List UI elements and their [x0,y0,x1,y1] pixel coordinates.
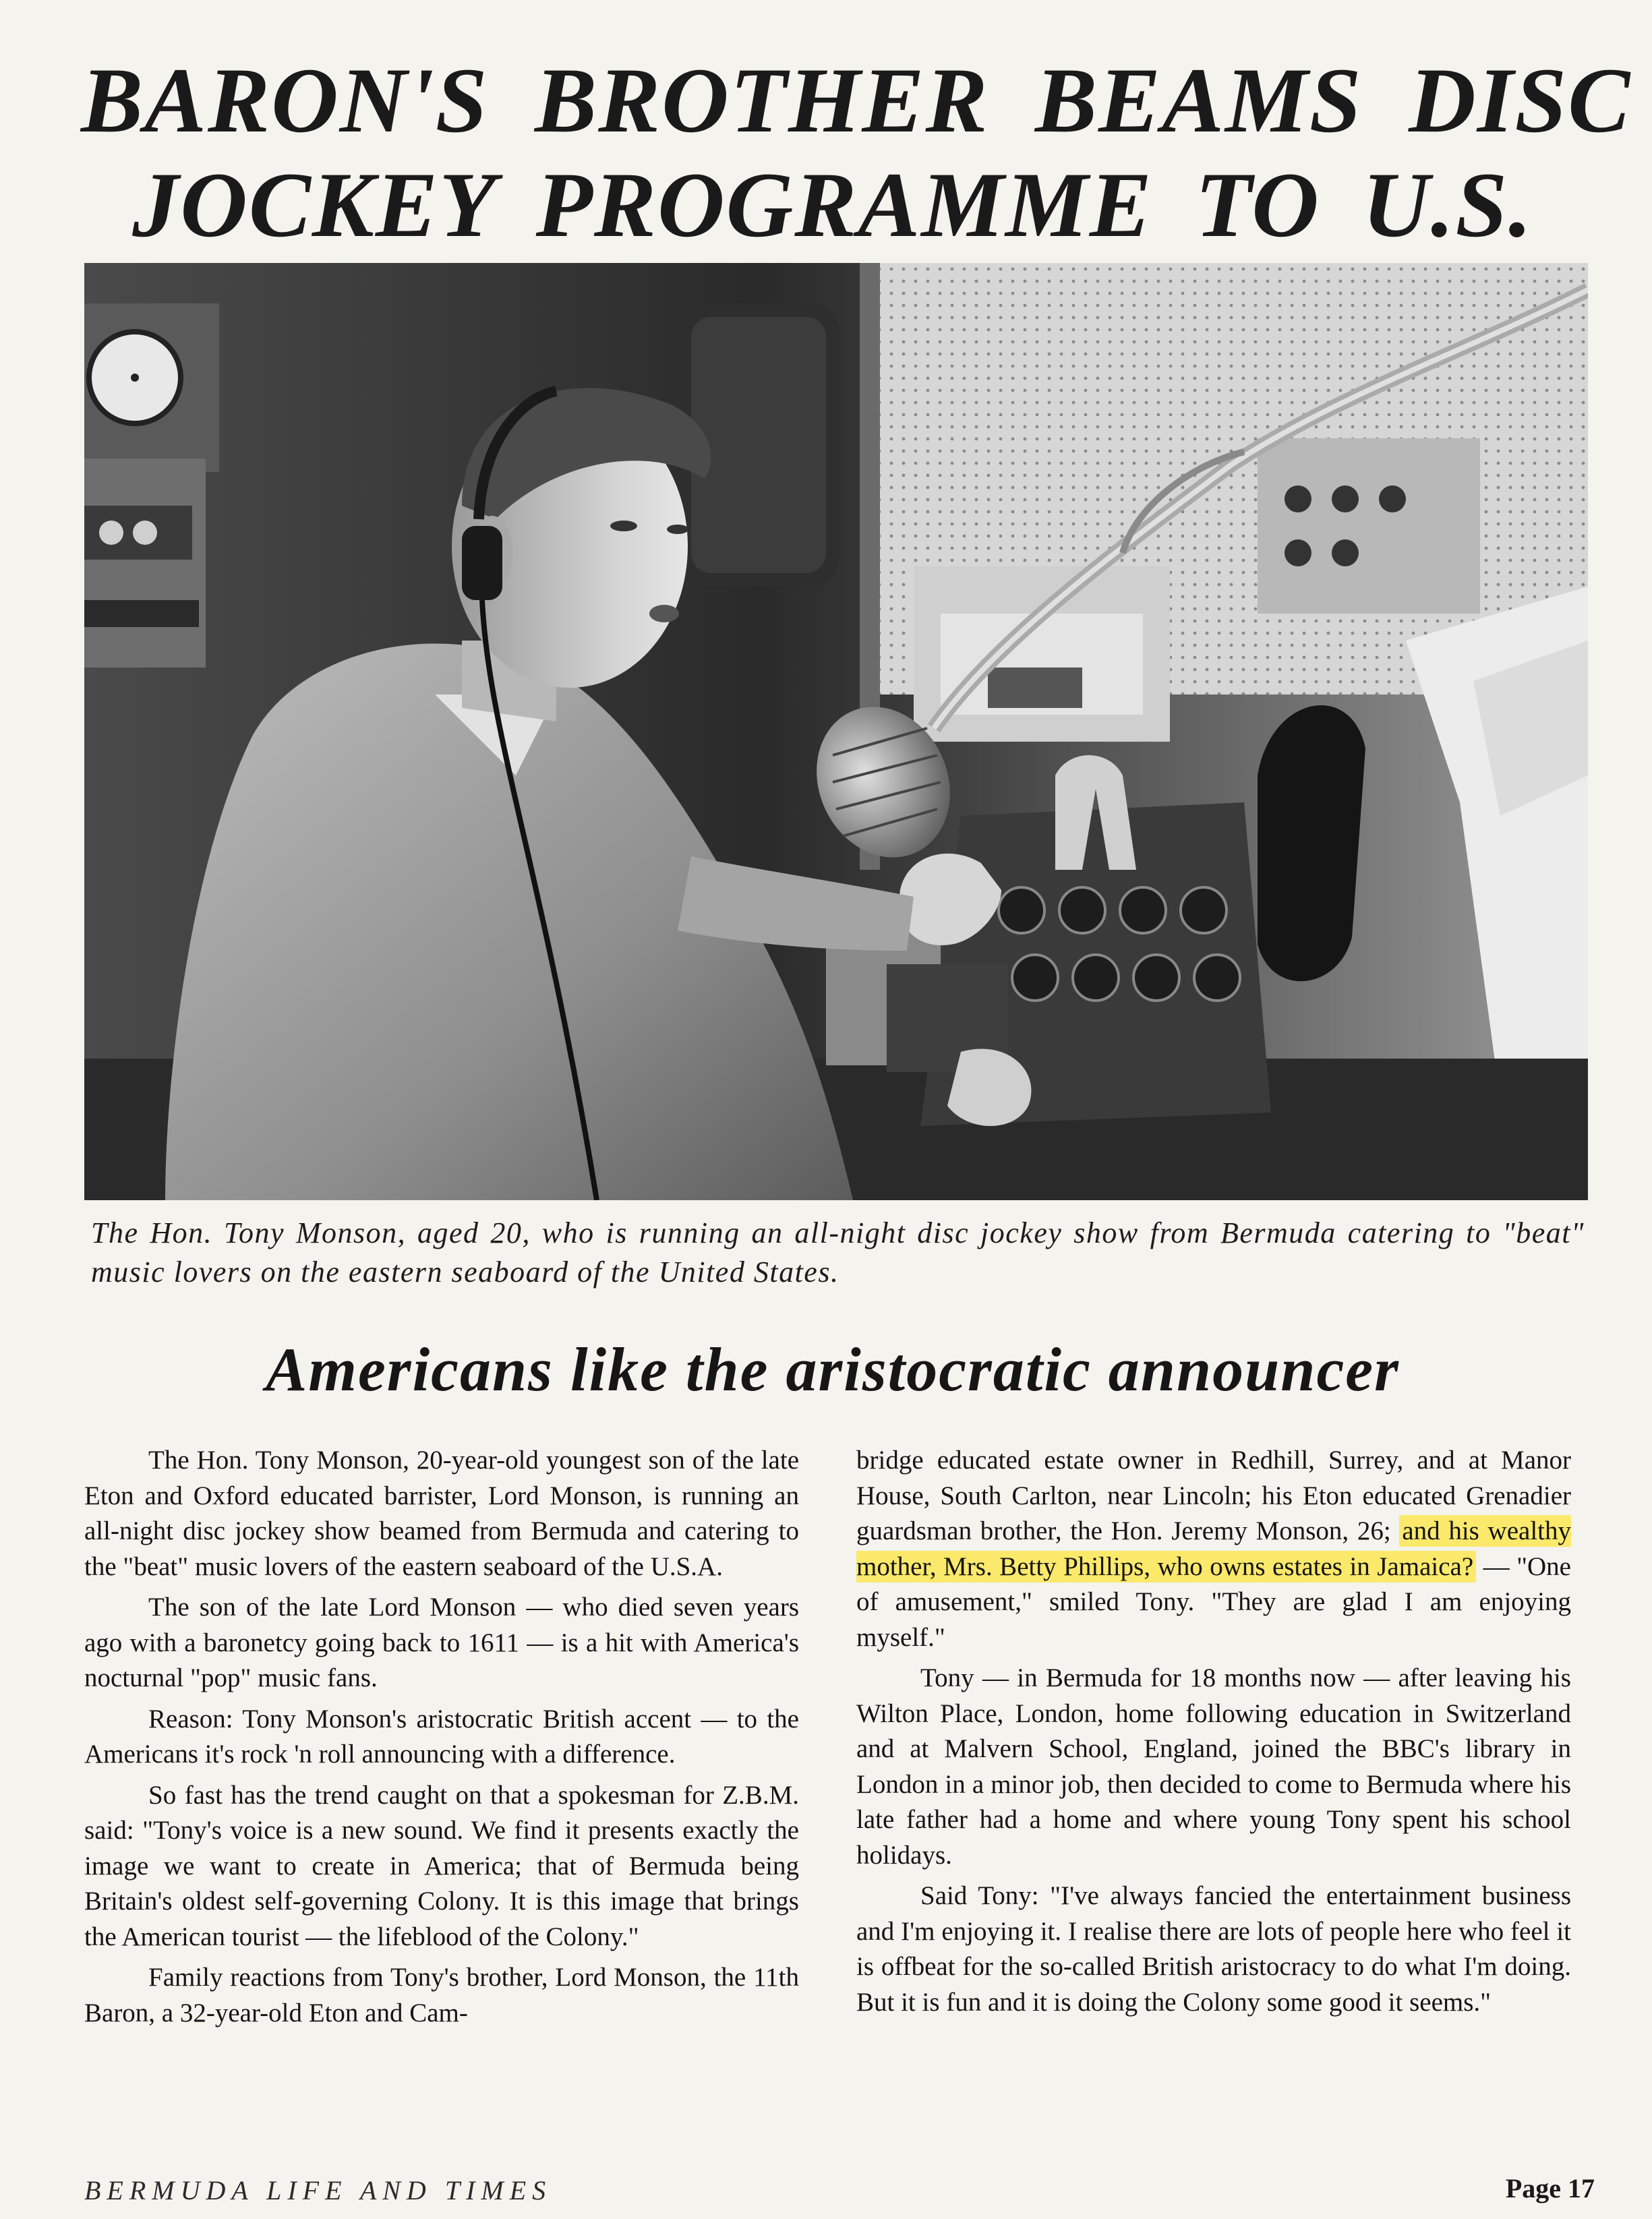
article-paragraph: The Hon. Tony Monson, 20-year-old youngest son of the late Eton and Oxford educated barrister, Lord Monson, is running an all-night disc jockey show beamed from Bermuda and catering to the "beat" music lovers of the eastern seaboard of the U.S.A. [84,1446,799,1581]
subheadline: Americans like the aristocratic announcer [266,1335,1400,1404]
article-column-right [856,1443,1571,2025]
disc-jockey-photo [84,263,1588,1200]
article-paragraph: Tony — in Bermuda for 18 months now — after leaving his Wilton Place, London, home following education in Switzerland and at Malvern School, England, joined the BBC's library in London in a minor job, then decided to come to Bermuda where his late father had a home and where young Tony spent his school holidays. [856,1663,1571,1870]
publication-name: BERMUDA LIFE AND TIMES [84,2175,552,2201]
headline-line-1: BARON'S BROTHER BEAMS DISC [81,49,1632,152]
page-number: Page 17 [1505,2173,1595,2203]
photo-caption: The Hon. Tony Monson, aged 20, who is running an all-night disc jockey show from Bermuda catering to "beat" music lovers on the eastern seaboard of the United States. [91,1216,1585,1289]
article-paragraph: Said Tony: "I've always fancied the entertainment business and I'm enjoying it. I realise there are lots of people here who feel it is offbeat for the so-called British aristocracy to do what I'm doing. But it is fun and it is doing the Colony some good it seems." [856,1881,1571,2017]
article-paragraph: So fast has the trend caught on that a spokesman for Z.B.M. said: "Tony's voice is a new sound. We find it presents exactly the image we want to create in America; that of Bermuda being Britain's oldest self-governing Colony. It is this image that brings the American tourist — the lifeblood of the Colony." [84,1780,799,1951]
article-paragraph: Family reactions from Tony's brother, Lord Monson, the 11th Baron, a 32-year-old Eton and Cam- [84,1963,799,2028]
article-paragraph: The son of the late Lord Monson — who died seven years ago with a baronetcy going back to 1611 — is a hit with America's nocturnal "pop" music fans. [84,1593,799,1692]
article-column-left [84,1443,799,2036]
highlighted-text: and his wealthy mother, Mrs. Betty Phillips, who owns estates in Jamaica? [856,1516,1571,1581]
article-text: — "One of amusement," smiled Tony. "They are glad I am enjoying myself." [856,1551,1571,1652]
article-paragraph-continued [856,1443,1571,1655]
article-paragraph: Reason: Tony Monson's aristocratic British accent — to the Americans it's rock 'n roll announcing with a difference. [84,1704,799,1769]
headline-line-2: JOCKEY PROGRAMME TO U.S. [132,153,1533,256]
article-text: bridge educated estate owner in Redhill, Surrey, and at Manor House, South Carlton, near Lincoln; his Eton educated Grenadier guardsman brother, the Hon. Jeremy Monson, 26; [856,1446,1571,1545]
